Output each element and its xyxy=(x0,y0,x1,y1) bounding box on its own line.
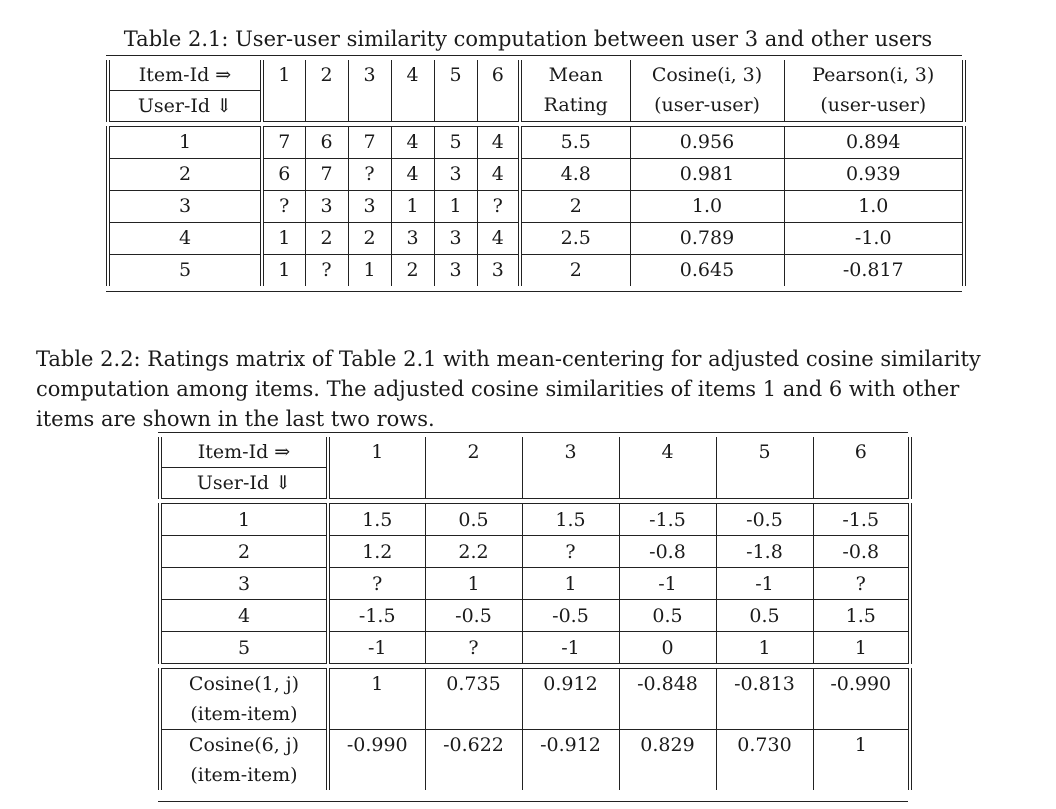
centered-rating-cell: -1 xyxy=(328,632,425,664)
similarity-row xyxy=(160,669,910,730)
pearson-cell: 0.894 xyxy=(784,127,964,159)
rating-cell: 1 xyxy=(391,191,434,223)
similarity-cell: -0.990 xyxy=(328,730,425,791)
table-row xyxy=(108,127,964,159)
caption-line: items are shown in the last two rows. xyxy=(36,407,435,431)
rating-cell: 1 xyxy=(348,255,391,287)
pearson-cell: 0.939 xyxy=(784,159,964,191)
centered-rating-cell: -1 xyxy=(716,568,813,600)
user-id-cell: 5 xyxy=(108,255,262,287)
rating-cell: ? xyxy=(348,159,391,191)
rating-cell: 2 xyxy=(305,223,348,255)
rating-cell: 2 xyxy=(391,255,434,287)
user-id-cell: 1 xyxy=(108,127,262,159)
rating-cell: 1 xyxy=(262,223,305,255)
similarity-cell: -0.813 xyxy=(716,669,813,730)
cosine-cell: 0.645 xyxy=(630,255,784,287)
rating-cell: 7 xyxy=(348,127,391,159)
cosine-cell: 0.981 xyxy=(630,159,784,191)
item-header: 2 xyxy=(305,60,348,91)
item-header: 3 xyxy=(348,60,391,91)
centered-rating-cell: -1.5 xyxy=(328,600,425,632)
centered-rating-cell: 1.5 xyxy=(522,504,619,536)
centered-rating-cell: 1 xyxy=(425,568,522,600)
similarity-label-cell xyxy=(160,730,328,791)
user-id-cell: 3 xyxy=(160,568,328,600)
cosine-cell: 0.789 xyxy=(630,223,784,255)
similarity-label-sub: (item-item) xyxy=(190,764,298,786)
cosine-cell: 1.0 xyxy=(630,191,784,223)
centered-rating-cell: 1.5 xyxy=(813,600,910,632)
centered-rating-cell: -0.8 xyxy=(813,536,910,568)
item-header: 5 xyxy=(716,437,813,468)
table-2-2-header-row-1 xyxy=(160,437,910,468)
mean-rating-cell: 2.5 xyxy=(520,223,630,255)
rating-cell: 3 xyxy=(434,255,477,287)
item-header: 4 xyxy=(619,437,716,468)
similarity-cell: -0.622 xyxy=(425,730,522,791)
caption-line: computation among items. The adjusted cosine similarities of items 1 and 6 with other xyxy=(36,377,960,401)
user-id-cell: 2 xyxy=(160,536,328,568)
rating-cell: 3 xyxy=(434,223,477,255)
similarity-label: Cosine(6, j) xyxy=(188,734,300,756)
item-header: 6 xyxy=(813,437,910,468)
table-row xyxy=(160,568,910,600)
rating-cell: 3 xyxy=(477,255,520,287)
cosine-header: Cosine(i, 3) xyxy=(630,60,784,91)
rating-cell: 4 xyxy=(391,127,434,159)
table-row xyxy=(160,504,910,536)
rating-cell: 7 xyxy=(305,159,348,191)
similarity-cell: 0.829 xyxy=(619,730,716,791)
pearson-header: Pearson(i, 3) xyxy=(784,60,964,91)
table-2-2-header-row-2 xyxy=(160,468,910,499)
centered-rating-cell: 1.2 xyxy=(328,536,425,568)
table-2-2-caption xyxy=(36,344,1036,434)
user-id-cell: 4 xyxy=(108,223,262,255)
centered-rating-cell: -1.8 xyxy=(716,536,813,568)
table-row xyxy=(108,223,964,255)
mean-rating-cell: 2 xyxy=(520,255,630,287)
rating-cell: 3 xyxy=(305,191,348,223)
similarity-cell: 1 xyxy=(328,669,425,730)
table-row xyxy=(108,191,964,223)
similarity-label: Cosine(1, j) xyxy=(188,673,300,695)
table-2-2 xyxy=(158,432,908,802)
rating-cell: ? xyxy=(305,255,348,287)
centered-rating-cell: 0 xyxy=(619,632,716,664)
similarity-label-cell xyxy=(160,669,328,730)
mean-rating-cell: 5.5 xyxy=(520,127,630,159)
item-header: 2 xyxy=(425,437,522,468)
rating-cell: 6 xyxy=(262,159,305,191)
centered-rating-cell: ? xyxy=(425,632,522,664)
similarity-label-sub: (item-item) xyxy=(190,703,298,725)
user-id-cell: 2 xyxy=(108,159,262,191)
table-2-1-caption: Table 2.1: User-user similarity computation between user 3 and other users xyxy=(123,27,933,51)
rating-cell: 4 xyxy=(391,159,434,191)
centered-rating-cell: ? xyxy=(813,568,910,600)
centered-rating-cell: 1.5 xyxy=(328,504,425,536)
corner-item-id: Item-Id ⇒ xyxy=(108,60,262,91)
centered-rating-cell: -1.5 xyxy=(813,504,910,536)
table-row xyxy=(160,536,910,568)
centered-rating-cell: 1 xyxy=(813,632,910,664)
table-2-1-header-row-2 xyxy=(108,91,964,122)
similarity-cell: -0.848 xyxy=(619,669,716,730)
similarity-cell: 1 xyxy=(813,730,910,791)
user-id-cell: 4 xyxy=(160,600,328,632)
rating-cell: 3 xyxy=(391,223,434,255)
table-row xyxy=(160,600,910,632)
pearson-cell: -0.817 xyxy=(784,255,964,287)
cosine-header-sub: (user-user) xyxy=(630,91,784,122)
pearson-cell: 1.0 xyxy=(784,191,964,223)
similarity-cell: 0.912 xyxy=(522,669,619,730)
rating-cell: 4 xyxy=(477,159,520,191)
user-id-cell: 3 xyxy=(108,191,262,223)
rating-cell: ? xyxy=(262,191,305,223)
centered-rating-cell: 1 xyxy=(716,632,813,664)
rating-cell: ? xyxy=(477,191,520,223)
table-row xyxy=(160,632,910,664)
corner-user-id: User-Id ⇓ xyxy=(108,91,262,122)
similarity-cell: -0.912 xyxy=(522,730,619,791)
item-header: 1 xyxy=(328,437,425,468)
rating-cell: 3 xyxy=(348,191,391,223)
caption-line: Table 2.2: Ratings matrix of Table 2.1 with mean-centering for adjusted cosine similarity xyxy=(36,347,981,371)
user-id-cell: 5 xyxy=(160,632,328,664)
similarity-cell: 0.735 xyxy=(425,669,522,730)
table-row xyxy=(108,159,964,191)
item-header: 4 xyxy=(391,60,434,91)
rating-cell: 1 xyxy=(262,255,305,287)
table-2-1-header-row-1 xyxy=(108,60,964,91)
user-id-cell: 1 xyxy=(160,504,328,536)
rating-cell: 4 xyxy=(477,223,520,255)
rating-cell: 3 xyxy=(434,159,477,191)
item-header: 3 xyxy=(522,437,619,468)
mean-rating-header-sub: Rating xyxy=(520,91,630,122)
item-header: 1 xyxy=(262,60,305,91)
pearson-header-sub: (user-user) xyxy=(784,91,964,122)
rating-cell: 4 xyxy=(477,127,520,159)
corner-user-id: User-Id ⇓ xyxy=(160,468,328,499)
similarity-cell: -0.990 xyxy=(813,669,910,730)
pearson-cell: -1.0 xyxy=(784,223,964,255)
rating-cell: 1 xyxy=(434,191,477,223)
rating-cell: 5 xyxy=(434,127,477,159)
centered-rating-cell: -0.5 xyxy=(716,504,813,536)
centered-rating-cell: 0.5 xyxy=(716,600,813,632)
centered-rating-cell: -0.5 xyxy=(425,600,522,632)
mean-rating-cell: 2 xyxy=(520,191,630,223)
centered-rating-cell: -1 xyxy=(619,568,716,600)
similarity-row xyxy=(160,730,910,791)
similarity-cell: 0.730 xyxy=(716,730,813,791)
rating-cell: 2 xyxy=(348,223,391,255)
item-header: 6 xyxy=(477,60,520,91)
item-header: 5 xyxy=(434,60,477,91)
centered-rating-cell: 2.2 xyxy=(425,536,522,568)
cosine-cell: 0.956 xyxy=(630,127,784,159)
centered-rating-cell: 0.5 xyxy=(425,504,522,536)
rating-cell: 6 xyxy=(305,127,348,159)
table-row xyxy=(108,255,964,287)
centered-rating-cell: -1 xyxy=(522,632,619,664)
centered-rating-cell: -0.5 xyxy=(522,600,619,632)
rating-cell: 7 xyxy=(262,127,305,159)
corner-item-id: Item-Id ⇒ xyxy=(160,437,328,468)
centered-rating-cell: 1 xyxy=(522,568,619,600)
mean-rating-header: Mean xyxy=(520,60,630,91)
centered-rating-cell: -1.5 xyxy=(619,504,716,536)
centered-rating-cell: 0.5 xyxy=(619,600,716,632)
centered-rating-cell: ? xyxy=(328,568,425,600)
centered-rating-cell: -0.8 xyxy=(619,536,716,568)
centered-rating-cell: ? xyxy=(522,536,619,568)
table-2-1 xyxy=(106,55,962,292)
mean-rating-cell: 4.8 xyxy=(520,159,630,191)
